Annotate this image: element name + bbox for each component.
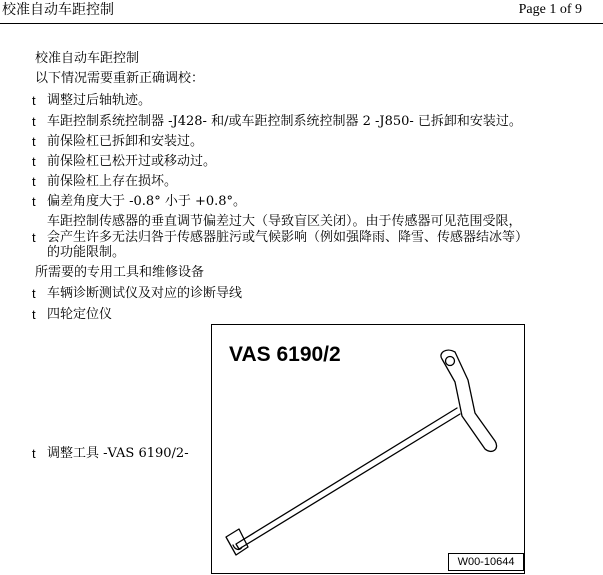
bullet-marker: t (32, 230, 36, 245)
bullet-marker: t (32, 307, 36, 322)
bullet-marker: t (32, 194, 36, 209)
bullet-marker: t (32, 93, 36, 108)
header-divider (0, 23, 603, 24)
bullet-marker: t (32, 134, 36, 149)
bullet-marker: t (32, 114, 36, 129)
page-header (0, 0, 603, 24)
tool-figure (211, 324, 525, 574)
sensor-note-line: 会产生许多无法归咎于传感器脏污或气候影响（例如强降雨、降雪、传感器结冰等） (47, 230, 529, 245)
condition-item: 前保险杠上存在损坏。 (47, 174, 178, 189)
bullet-marker: t (32, 286, 36, 301)
tool-item: 调整工具 -VAS 6190/2- (47, 446, 189, 461)
intro-text: 以下情况需要重新正确调校： (35, 71, 205, 86)
bullet-marker: t (32, 174, 36, 189)
figure-id: W00-10644 (448, 553, 524, 571)
sensor-note-line: 的功能限制。 (47, 245, 126, 260)
section-heading: 校准自动车距控制 (35, 51, 140, 66)
tools-heading: 所需要的专用工具和维修设备 (35, 265, 205, 280)
bullet-marker: t (32, 446, 36, 461)
condition-item: 车距控制系统控制器 -J428- 和/或车距控制系统控制器 2 -J850- 已拆卸和安装过。 (47, 114, 522, 129)
condition-item: 调整过后轴轨迹。 (47, 93, 152, 108)
header-title: 校准自动车距控制 (2, 2, 114, 18)
condition-item: 前保险杠已拆卸和安装过。 (47, 134, 204, 149)
tool-label: VAS 6190/2 (229, 343, 341, 366)
condition-item: 前保险杠已松开过或移动过。 (47, 154, 217, 169)
page-number: Page 1 of 9 (518, 2, 582, 17)
condition-item: 偏差角度大于 -0.8° 小于 +0.8°。 (47, 194, 247, 209)
bullet-marker: t (32, 154, 36, 169)
sensor-note-line: 车距控制传感器的垂直调节偏差过大（导致盲区关闭）。由于传感器可见范围受限， (47, 214, 522, 229)
tool-item: 四轮定位仪 (47, 307, 113, 322)
adjustment-tool-illustration (212, 325, 526, 575)
tool-item: 车辆诊断测试仪及对应的诊断导线 (47, 286, 243, 301)
